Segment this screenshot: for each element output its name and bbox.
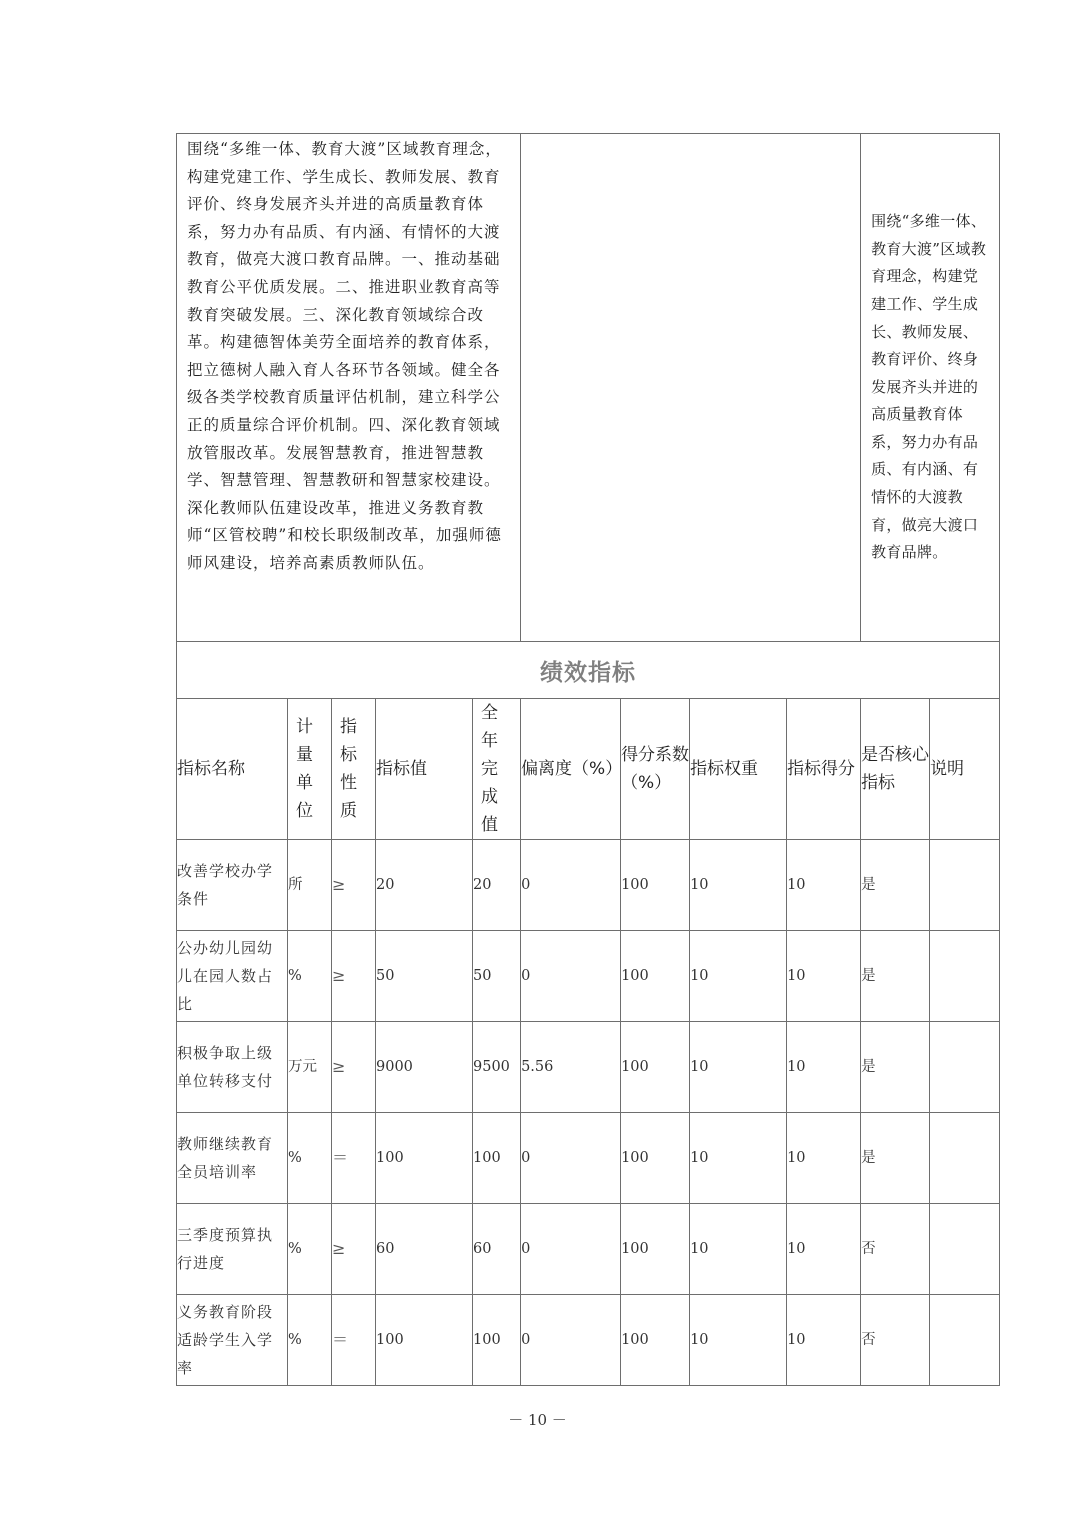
cell-unit: %: [288, 1204, 332, 1295]
cell-unit: %: [288, 1113, 332, 1204]
cell-score: 10: [787, 1113, 861, 1204]
cell-note: [930, 840, 1000, 931]
cell-coef: 100: [621, 1204, 690, 1295]
cell-nature: ＝: [332, 1113, 376, 1204]
cell-name: 积极争取上级单位转移支付: [177, 1022, 288, 1113]
cell-deviation: 5.56: [521, 1022, 621, 1113]
section-title: 绩效指标: [177, 642, 1000, 699]
cell-core: 是: [861, 840, 930, 931]
section-title-row: [177, 642, 1000, 699]
cell-actual: 100: [473, 1295, 521, 1386]
cell-core: 是: [861, 1113, 930, 1204]
cell-unit: %: [288, 1295, 332, 1386]
cell-score: 10: [787, 1022, 861, 1113]
cell-nature: ≥: [332, 1204, 376, 1295]
cell-actual: 9500: [473, 1022, 521, 1113]
cell-score: 10: [787, 931, 861, 1022]
header-deviation: 偏离度（%）: [521, 699, 621, 840]
cell-weight: 10: [690, 1022, 787, 1113]
table-row: [177, 1113, 1000, 1204]
cell-nature: ＝: [332, 1295, 376, 1386]
performance-table: [176, 133, 1000, 1386]
header-unit: 计量单位: [288, 699, 332, 840]
cell-weight: 10: [690, 840, 787, 931]
header-coef: 得分系数（%）: [621, 699, 690, 840]
cell-unit: 所: [288, 840, 332, 931]
header-name: 指标名称: [177, 699, 288, 840]
cell-name: 改善学校办学条件: [177, 840, 288, 931]
cell-nature: ≥: [332, 1022, 376, 1113]
cell-name: 三季度预算执行进度: [177, 1204, 288, 1295]
cell-score: 10: [787, 840, 861, 931]
cell-coef: 100: [621, 931, 690, 1022]
cell-coef: 100: [621, 1022, 690, 1113]
cell-note: [930, 1295, 1000, 1386]
cell-name: 公办幼儿园幼儿在园人数占比: [177, 931, 288, 1022]
table-row: [177, 1295, 1000, 1386]
cell-weight: 10: [690, 1295, 787, 1386]
cell-coef: 100: [621, 840, 690, 931]
cell-score: 10: [787, 1295, 861, 1386]
cell-weight: 10: [690, 1113, 787, 1204]
cell-core: 否: [861, 1204, 930, 1295]
narrative-row: [177, 134, 1000, 642]
table-row: [177, 840, 1000, 931]
cell-unit: 万元: [288, 1022, 332, 1113]
cell-target: 20: [376, 840, 473, 931]
cell-core: 是: [861, 1022, 930, 1113]
narrative-middle-cell: [521, 134, 861, 642]
table-body: [177, 840, 1000, 1386]
cell-name: 教师继续教育全员培训率: [177, 1113, 288, 1204]
cell-note: [930, 1113, 1000, 1204]
cell-coef: 100: [621, 1295, 690, 1386]
header-note: 说明: [930, 699, 1000, 840]
header-actual: 全年完成值: [473, 699, 521, 840]
cell-target: 50: [376, 931, 473, 1022]
page-number: － 10 －: [508, 1411, 567, 1429]
cell-target: 100: [376, 1295, 473, 1386]
narrative-right-cell: 围绕“多维一体、教育大渡”区域教育理念，构建党建工作、学生成长、教师发展、教育评价、终身发展齐头并进的高质量教育体系，努力办有品质、有内涵、有情怀的大渡教育，做亮大渡口教育品牌。: [861, 134, 1000, 642]
cell-name: 义务教育阶段适龄学生入学率: [177, 1295, 288, 1386]
cell-core: 是: [861, 931, 930, 1022]
cell-actual: 100: [473, 1113, 521, 1204]
cell-core: 否: [861, 1295, 930, 1386]
cell-actual: 60: [473, 1204, 521, 1295]
cell-note: [930, 1022, 1000, 1113]
table-row: [177, 1022, 1000, 1113]
cell-nature: ≥: [332, 840, 376, 931]
cell-weight: 10: [690, 931, 787, 1022]
header-score: 指标得分: [787, 699, 861, 840]
header-row: [177, 699, 1000, 840]
cell-weight: 10: [690, 1204, 787, 1295]
cell-target: 60: [376, 1204, 473, 1295]
cell-deviation: 0: [521, 1113, 621, 1204]
header-nature: 指标性质: [332, 699, 376, 840]
cell-deviation: 0: [521, 1204, 621, 1295]
cell-note: [930, 1204, 1000, 1295]
narrative-left-cell: 围绕“多维一体、教育大渡”区域教育理念，构建党建工作、学生成长、教师发展、教育评价、终身发展齐头并进的高质量教育体系，努力办有品质、有内涵、有情怀的大渡教育，做亮大渡口教育品牌。一、推动基础教育公平优质发展。二、推进职业教育高等教育突破发展。三、深化教育领域综合改革。构建德智体美劳全面培养的教育体系，把立德树人融入育人各环节各领域。健全各级各类学校教育质量评估机制，建立科学公正的质量综合评价机制。四、深化教育领域放管服改革。发展智慧教育，推进智慧教学、智慧管理、智慧教研和智慧家校建设。深化教师队伍建设改革，推进义务教育教师“区管校聘”和校长职级制改革，加强师德师风建设，培养高素质教师队伍。: [177, 134, 521, 642]
cell-target: 9000: [376, 1022, 473, 1113]
cell-note: [930, 931, 1000, 1022]
cell-deviation: 0: [521, 931, 621, 1022]
cell-target: 100: [376, 1113, 473, 1204]
table-row: [177, 931, 1000, 1022]
cell-unit: %: [288, 931, 332, 1022]
cell-deviation: 0: [521, 1295, 621, 1386]
cell-score: 10: [787, 1204, 861, 1295]
table-row: [177, 1204, 1000, 1295]
header-weight: 指标权重: [690, 699, 787, 840]
cell-coef: 100: [621, 1113, 690, 1204]
cell-actual: 20: [473, 840, 521, 931]
cell-deviation: 0: [521, 840, 621, 931]
cell-nature: ≥: [332, 931, 376, 1022]
header-core: 是否核心指标: [861, 699, 930, 840]
header-target: 指标值: [376, 699, 473, 840]
cell-actual: 50: [473, 931, 521, 1022]
